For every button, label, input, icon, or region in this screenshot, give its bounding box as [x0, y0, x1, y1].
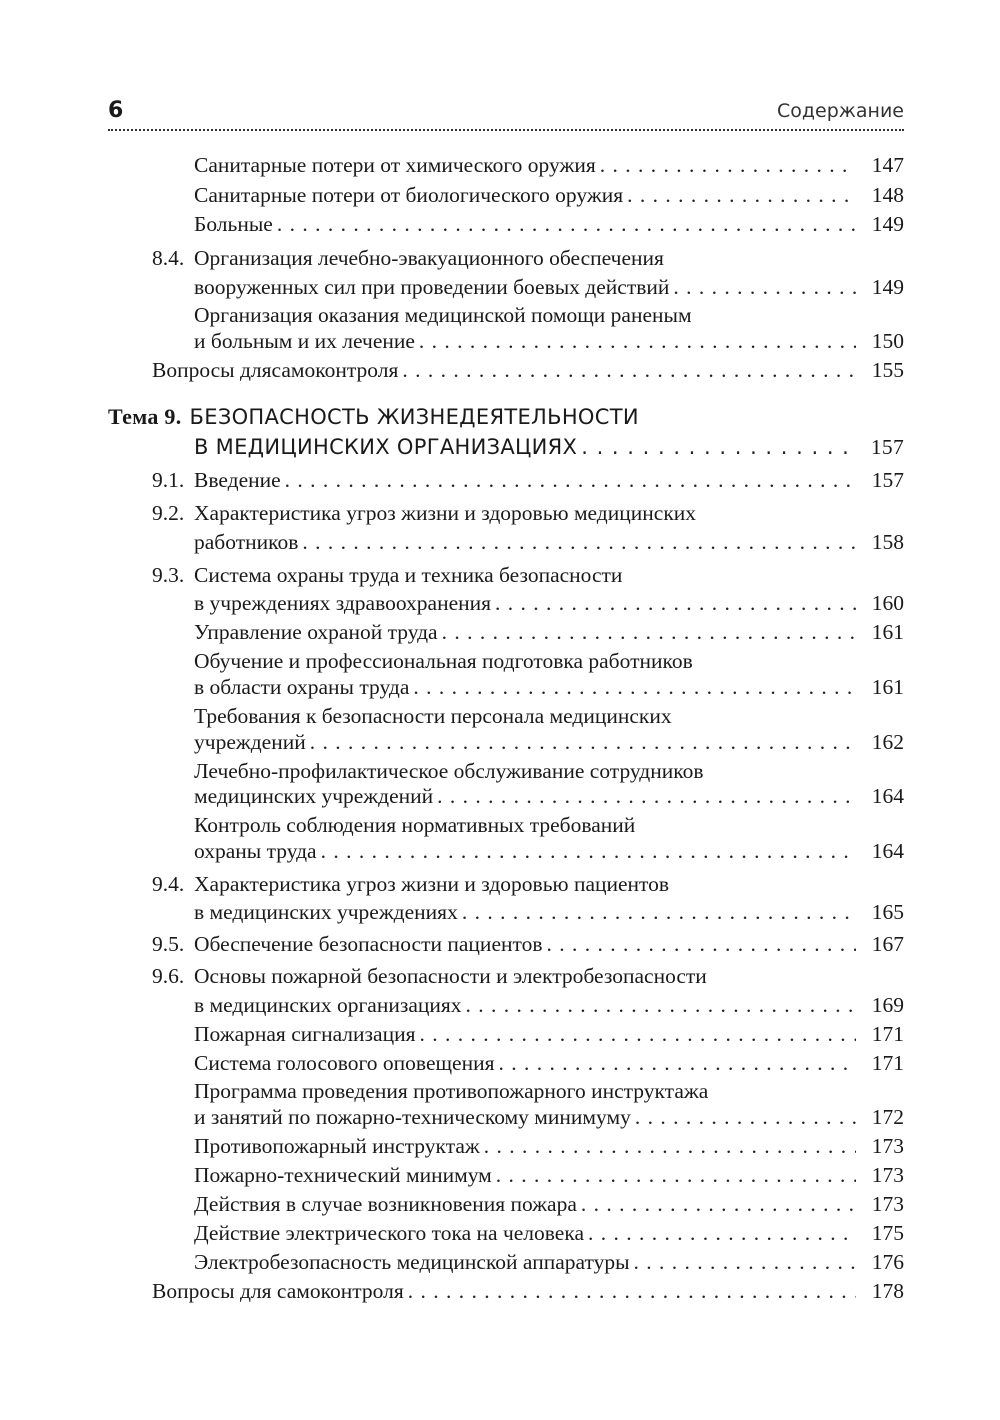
toc-page-number: 158 — [871, 530, 904, 554]
toc-entry-title: Вопросы для самоконтроля — [152, 1279, 404, 1303]
toc-section-heading — [152, 869, 904, 899]
toc-page-number: 147 — [871, 153, 904, 177]
toc-leader-dots — [408, 1276, 856, 1306]
toc-section-heading — [152, 560, 904, 590]
toc-page-number: 173 — [871, 1192, 904, 1216]
toc-entry[interactable] — [194, 1160, 904, 1190]
toc-page-number: 173 — [871, 1163, 904, 1187]
toc-entry[interactable] — [194, 1048, 904, 1078]
toc-entry-title: охраны труда — [194, 839, 317, 863]
toc-entry[interactable] — [194, 588, 904, 618]
toc-entry-title: в учреждениях здравоохранения — [194, 591, 492, 615]
toc-page-number: 173 — [871, 1134, 904, 1158]
toc-entry[interactable] — [194, 897, 904, 927]
toc-leader-dots — [484, 1131, 856, 1161]
toc-entry-title: учреждений — [194, 730, 306, 754]
toc-leader-dots — [634, 1247, 856, 1277]
toc-entry-title: Характеристика угроз жизни и здоровью медицинских — [194, 501, 697, 525]
toc-leader-dots — [499, 1048, 857, 1078]
toc-page-number: 149 — [871, 212, 904, 236]
toc-leader-dots — [402, 355, 856, 385]
toc-section-number: 9.5. — [152, 932, 185, 956]
toc-leader-dots — [547, 929, 856, 959]
toc-entry-title: Электробезопасность медицинской аппаратуры — [194, 1250, 630, 1274]
toc-entry[interactable] — [194, 990, 904, 1020]
toc-leader-dots — [600, 150, 856, 180]
toc-page-number: 176 — [871, 1250, 904, 1274]
toc-entry-title: Организация оказания медицинской помощи раненым — [194, 303, 692, 327]
toc-leader-dots — [462, 897, 856, 927]
toc-leader-dots — [588, 1218, 856, 1248]
page-number: 6 — [108, 98, 124, 123]
toc-entry[interactable] — [194, 1218, 904, 1248]
toc-page-number: 171 — [871, 1022, 904, 1046]
toc-leader-dots — [495, 588, 856, 618]
toc-entry[interactable] — [194, 617, 904, 647]
toc-page-number: 164 — [871, 839, 904, 863]
toc-topic-heading — [108, 402, 904, 432]
toc-entry[interactable] — [152, 1276, 904, 1306]
toc-page-number: 149 — [871, 275, 904, 299]
toc-page-number: 178 — [871, 1279, 904, 1303]
toc-entry[interactable] — [194, 432, 904, 462]
toc-entry[interactable] — [194, 727, 904, 757]
toc-section-number: 9.2. — [152, 501, 185, 525]
toc-entry[interactable] — [194, 836, 904, 866]
toc-page-number: 165 — [871, 900, 904, 924]
page-header — [108, 98, 904, 128]
toc-section-number: 9.4. — [152, 872, 185, 896]
toc-entry[interactable] — [194, 180, 904, 210]
toc-entry[interactable] — [194, 1189, 904, 1219]
toc-leader-dots — [302, 527, 856, 557]
toc-leader-dots — [310, 727, 856, 757]
toc-entry[interactable] — [152, 355, 904, 385]
toc-entry-title: в медицинских учреждениях — [194, 900, 458, 924]
toc-entry-title: Санитарные потери от химического оружия — [194, 153, 596, 177]
toc-entry[interactable] — [152, 465, 904, 495]
toc-page-number: 175 — [871, 1221, 904, 1245]
toc-entry[interactable] — [194, 272, 904, 302]
toc-entry-title: Управление охраной труда — [194, 620, 438, 644]
toc-page-number: 155 — [871, 358, 904, 382]
toc-entry-title: медицинских учреждений — [194, 784, 434, 808]
toc-entry-title: и занятий по пожарно-техническому минимуму — [194, 1105, 631, 1129]
toc-page-number: 148 — [871, 183, 904, 207]
toc-entry-title: Действие электрического тока на человека — [194, 1221, 585, 1245]
toc-entry[interactable] — [194, 150, 904, 180]
toc-page-number: 171 — [871, 1051, 904, 1075]
toc-section-heading — [152, 961, 904, 991]
toc-entry-title: Лечебно-профилактическое обслуживание сотрудников — [194, 759, 704, 783]
toc-topic-number: Тема 9. — [108, 404, 182, 429]
toc-entry-title: Программа проведения противопожарного инструктажа — [194, 1079, 709, 1103]
toc-leader-dots — [466, 990, 856, 1020]
toc-entry[interactable] — [194, 1247, 904, 1277]
toc-page-number: 157 — [871, 468, 904, 492]
toc-topic-title: В МЕДИЦИНСКИХ ОРГАНИЗАЦИЯХ — [194, 435, 578, 459]
toc-entry[interactable] — [194, 527, 904, 557]
toc-leader-dots — [277, 209, 856, 239]
toc-page-number: 162 — [871, 730, 904, 754]
toc-page-number: 167 — [871, 932, 904, 956]
toc-page-number: 169 — [871, 993, 904, 1017]
toc-entry-title: Противопожарный инструктаж — [194, 1134, 480, 1158]
toc-entry-title: в области охраны труда — [194, 675, 410, 699]
toc-section-number: 9.1. — [152, 468, 185, 492]
toc-entry[interactable] — [194, 1131, 904, 1161]
toc-page-number: 150 — [871, 329, 904, 353]
toc-entry-title: Система охраны труда и техника безопасности — [194, 563, 623, 587]
toc-entry-title: Больные — [194, 212, 273, 236]
toc-topic-title: БЕЗОПАСНОСТЬ ЖИЗНЕДЕЯТЕЛЬНОСТИ — [189, 405, 639, 429]
toc-leader-dots — [581, 432, 856, 462]
toc-leader-dots — [419, 1019, 856, 1049]
toc-section-heading — [152, 243, 904, 273]
toc-leader-dots — [419, 326, 856, 356]
toc-entry-title: Организация лечебно-эвакуационного обеспечения — [194, 246, 664, 270]
toc-entry[interactable] — [194, 1019, 904, 1049]
toc-leader-dots — [442, 617, 856, 647]
toc-entry-title: вооруженных сил при проведении боевых действий — [194, 275, 670, 299]
toc-entry-title: Пожарно-технический минимум — [194, 1163, 492, 1187]
toc-entry-title: Пожарная сигнализация — [194, 1022, 416, 1046]
toc-section-number: 9.6. — [152, 964, 185, 988]
toc-entry-title: Контроль соблюдения нормативных требований — [194, 813, 636, 837]
toc-section-number: 9.3. — [152, 563, 185, 587]
toc-entry-title: Санитарные потери от биологического оружия — [194, 183, 624, 207]
header-dotted-rule — [108, 129, 904, 131]
toc-entry-title: Обучение и профессиональная подготовка работников — [194, 649, 693, 673]
toc-entry-title: Характеристика угроз жизни и здоровью пациентов — [194, 872, 670, 896]
toc-entry-title: Требования к безопасности персонала медицинских — [194, 704, 672, 728]
toc-entry-title: Основы пожарной безопасности и электробезопасности — [194, 964, 707, 988]
running-title: Содержание — [777, 100, 904, 122]
toc-leader-dots — [285, 465, 856, 495]
toc-leader-dots — [437, 781, 856, 811]
toc-entry-title: Действия в случае возникновения пожара — [194, 1192, 577, 1216]
toc-entry[interactable] — [194, 1102, 904, 1132]
toc-entry[interactable] — [194, 672, 904, 702]
toc-page-number: 157 — [870, 435, 904, 459]
toc-leader-dots — [627, 180, 856, 210]
toc-page-number: 160 — [871, 591, 904, 615]
toc-entry[interactable] — [152, 929, 904, 959]
toc-page-number: 172 — [871, 1105, 904, 1129]
toc-entry[interactable] — [194, 326, 904, 356]
toc-entry[interactable] — [194, 781, 904, 811]
toc-page-number: 161 — [871, 620, 904, 644]
toc-leader-dots — [635, 1102, 856, 1132]
toc-entry-title: Введение — [194, 468, 281, 492]
toc-leader-dots — [673, 272, 856, 302]
toc-leader-dots — [581, 1189, 856, 1219]
toc-entry-title: в медицинских организациях — [194, 993, 462, 1017]
toc-entry-title: Обеспечение безопасности пациентов — [194, 932, 543, 956]
toc-entry-title: работников — [194, 530, 299, 554]
toc-entry-title: Система голосового оповещения — [194, 1051, 495, 1075]
toc-leader-dots — [413, 672, 856, 702]
toc-entry-title: Вопросы длясамоконтроля — [152, 358, 399, 382]
toc-section-number: 8.4. — [152, 246, 185, 270]
toc-leader-dots — [321, 836, 856, 866]
toc-entry-title: и больным и их лечение — [194, 329, 415, 353]
toc-entry[interactable] — [194, 209, 904, 239]
toc-leader-dots — [496, 1160, 856, 1190]
toc-page-number: 161 — [871, 675, 904, 699]
toc-page-number: 164 — [871, 784, 904, 808]
toc-section-heading — [152, 498, 904, 528]
